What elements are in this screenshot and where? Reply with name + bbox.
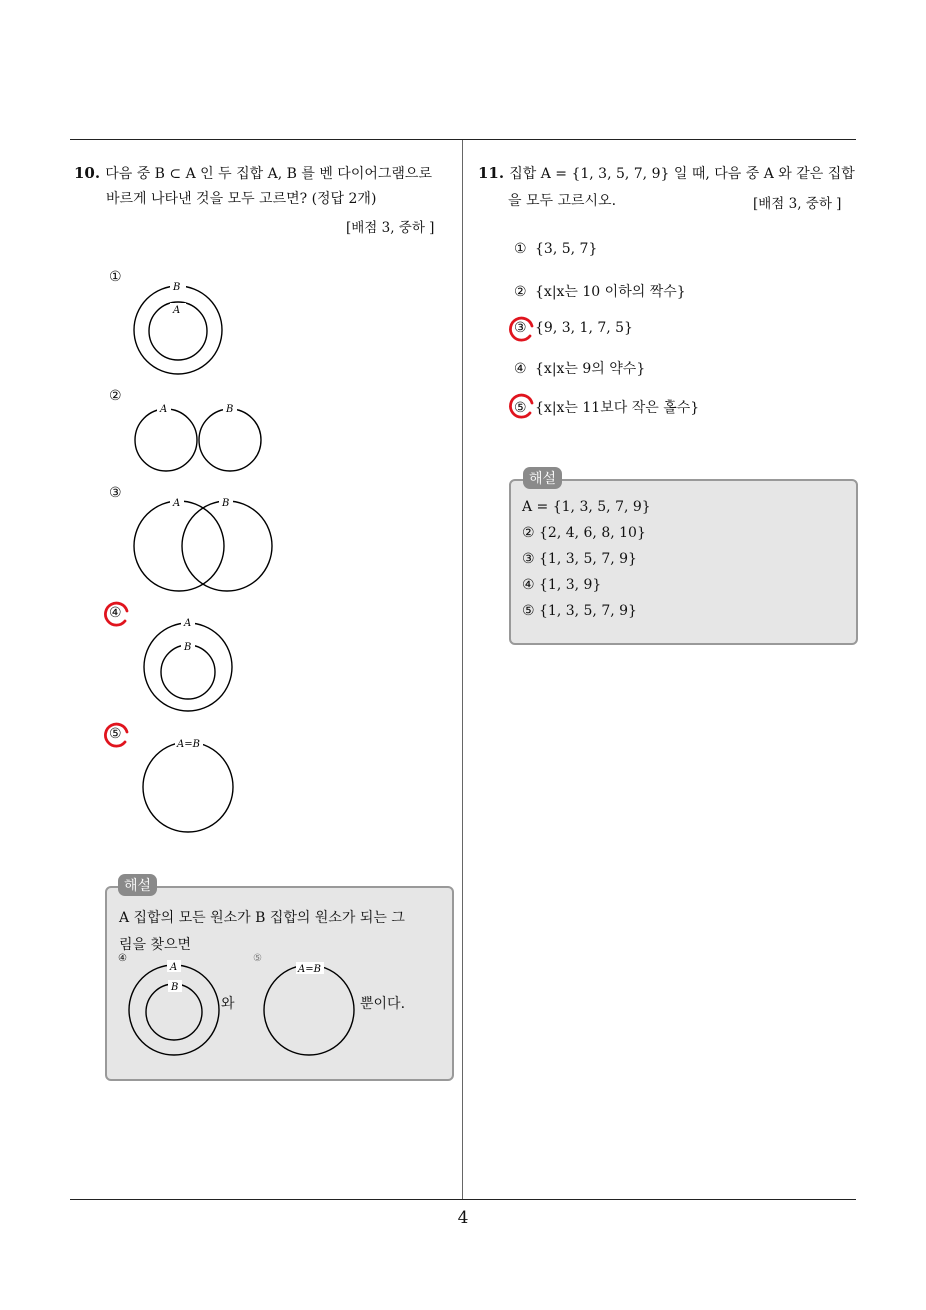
venn-label-outer: A [170, 962, 178, 973]
question-10 [74, 162, 432, 187]
question-text-line1: 다음 중 B ⊂ A 인 두 집합 A, B 를 벤 다이어그램으로 [105, 166, 432, 182]
question-text-line2: 바르게 나타낸 것을 모두 고르면? (정답 2개) [106, 191, 377, 207]
choice-1-number[interactable]: ① [109, 269, 122, 285]
venn-label-inner: A [173, 305, 181, 316]
top-rule [70, 139, 856, 140]
venn-label-left: A [173, 498, 181, 509]
venn-choice-2 [125, 398, 275, 478]
column-divider [462, 140, 463, 1200]
venn-label: A=B [298, 964, 321, 975]
choice-text: {x|x는 9의 약수} [535, 361, 646, 377]
solution-fig2-number: ⑤ [253, 953, 262, 964]
venn-choice-3 [125, 494, 285, 600]
choice-1[interactable] [514, 241, 597, 257]
choice-2[interactable] [514, 281, 686, 301]
venn-label-right: B [226, 404, 234, 415]
venn-choice-5 [135, 736, 245, 836]
choice-3-number[interactable]: ③ [109, 485, 122, 501]
solution-line1: A 집합의 모든 원소가 B 집합의 원소가 되는 그 [119, 910, 405, 926]
venn-label-inner: B [184, 642, 192, 653]
score-label: [배점 3, 중하 ] [346, 220, 435, 236]
choice-4-number[interactable]: ④ [109, 605, 122, 621]
solution-line: ④ {1, 3, 9} [522, 577, 602, 593]
question-number: 11. [478, 164, 505, 182]
choice-number: ① [514, 241, 527, 257]
choice-text: {x|x는 11보다 작은 홀수} [535, 400, 700, 416]
solution-line: ③ {1, 3, 5, 7, 9} [522, 551, 637, 567]
venn-label-inner: B [171, 982, 179, 993]
choice-4[interactable] [514, 358, 645, 378]
choice-number: ③ [514, 320, 527, 336]
choice-number: ⑤ [514, 400, 527, 416]
solution-ending: 뿐이다. [360, 996, 406, 1012]
venn-label-outer: B [173, 282, 181, 293]
choice-2-number[interactable]: ② [109, 388, 122, 404]
venn-label: A=B [177, 739, 200, 750]
venn-label-outer: A [184, 618, 192, 629]
solution-tag: 해설 [118, 874, 157, 896]
solution-line2: 림을 찾으면 [119, 937, 192, 953]
solution-tag: 해설 [523, 467, 562, 489]
solution-venn-2 [260, 962, 360, 1060]
choice-5-number[interactable]: ⑤ [109, 726, 122, 742]
solution-connector: 와 [221, 996, 235, 1012]
venn-label-right: B [222, 498, 230, 509]
venn-choice-4 [130, 612, 250, 720]
choice-text: {9, 3, 1, 7, 5} [535, 320, 633, 336]
choice-text: {3, 5, 7} [535, 241, 598, 257]
solution-line: ② {2, 4, 6, 8, 10} [522, 525, 646, 541]
choice-number: ② [514, 284, 527, 300]
question-text-line2: 을 모두 고르시오. [508, 193, 617, 209]
question-11 [478, 162, 855, 187]
question-text-line1: 집합 A = {1, 3, 5, 7, 9} 일 때, 다음 중 A 와 같은 집합 [509, 166, 855, 182]
question-number: 10. [74, 164, 101, 182]
bottom-rule [70, 1199, 856, 1200]
choice-5[interactable] [514, 397, 699, 417]
solution-line: ⑤ {1, 3, 5, 7, 9} [522, 603, 637, 619]
solution-venn-1 [126, 960, 226, 1058]
solution-line: A = {1, 3, 5, 7, 9} [522, 499, 651, 515]
choice-3[interactable] [514, 320, 633, 336]
score-label: [배점 3, 중하 ] [753, 196, 842, 212]
venn-label-left: A [160, 404, 168, 415]
page-number: 4 [457, 1208, 469, 1228]
choice-text: {x|x는 10 이하의 짝수} [535, 284, 686, 300]
choice-number: ④ [514, 361, 527, 377]
solution-fig1-number: ④ [118, 953, 127, 964]
venn-choice-1 [120, 275, 240, 385]
